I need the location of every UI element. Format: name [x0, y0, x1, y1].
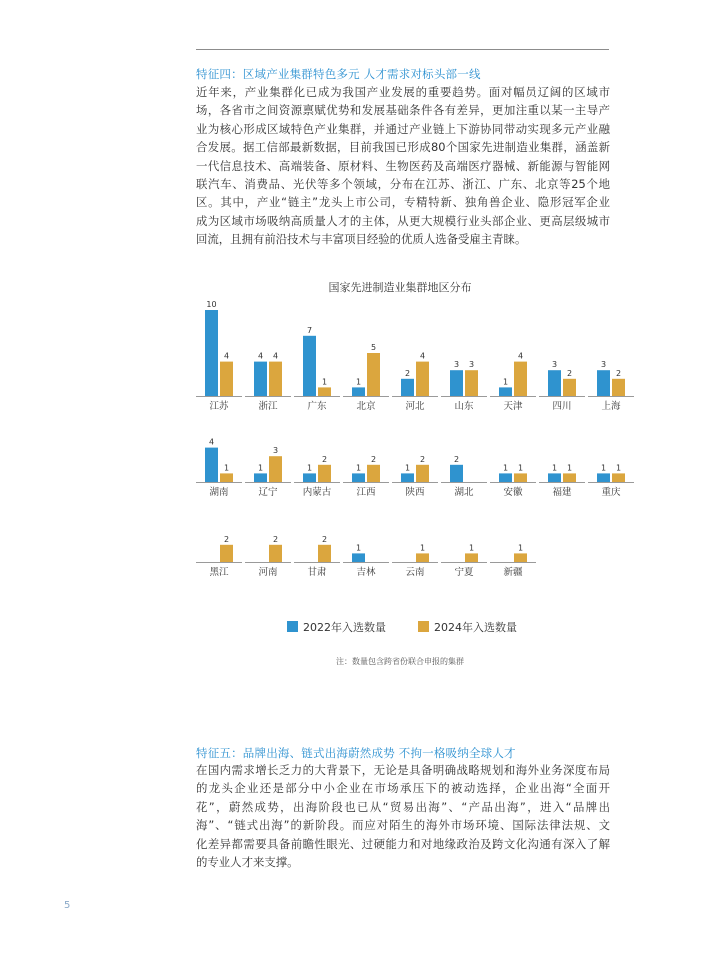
- bar-2022: [499, 387, 512, 396]
- bar-2024: [416, 465, 429, 482]
- legend-item-2024: [418, 619, 517, 635]
- category-label: 河北: [405, 401, 425, 412]
- data-label: 2: [419, 454, 426, 464]
- bar-2024: [563, 473, 576, 482]
- data-label: 3: [551, 360, 558, 370]
- category-label: 江西: [356, 487, 376, 498]
- bar-2022: [597, 473, 610, 482]
- data-label: 1: [404, 463, 411, 473]
- data-label: 2: [272, 534, 279, 544]
- data-label: 3: [468, 360, 475, 370]
- data-label: 1: [257, 463, 264, 473]
- category-label: 江苏: [209, 401, 229, 412]
- bar-2024: [367, 353, 380, 396]
- data-label: 10: [206, 300, 217, 309]
- bar-2024: [416, 553, 429, 562]
- category-label: 湖北: [454, 487, 474, 498]
- category-label: 新疆: [503, 567, 523, 578]
- data-label: 1: [600, 463, 607, 473]
- data-label: 1: [517, 463, 524, 473]
- category-label: 宁夏: [454, 567, 474, 578]
- bar-2024: [416, 362, 429, 396]
- legend-label-2024: 2024年入选数量: [434, 621, 517, 634]
- bar-2024: [367, 465, 380, 482]
- bar-2024: [220, 362, 233, 396]
- legend-label-2022: 2022年入选数量: [303, 621, 386, 634]
- category-label: 陕西: [405, 487, 425, 498]
- category-label: 安徽: [503, 487, 523, 498]
- bar-2024: [514, 362, 527, 396]
- data-label: 2: [615, 368, 622, 378]
- data-label: 2: [453, 454, 460, 464]
- category-label: 重庆: [601, 487, 621, 498]
- category-label: 山东: [454, 401, 474, 412]
- data-label: 1: [321, 377, 328, 387]
- body-line: 成为区域市场吸纳高质量人才的主体，从更大规模行业头部企业、更高层级城市: [196, 213, 610, 228]
- category-label: 广东: [307, 401, 327, 412]
- category-label: 湖南: [209, 487, 229, 498]
- section-5-body: [196, 761, 610, 871]
- bar-2022: [450, 370, 463, 396]
- bar-2024: [220, 473, 233, 482]
- category-label: 浙江: [258, 401, 278, 412]
- bar-2022: [499, 473, 512, 482]
- data-label: 4: [517, 351, 524, 361]
- body-line: 业为核心形成区域特色产业集群，并通过产业链上下游协同带动实现多元产业融: [196, 121, 610, 136]
- data-label: 4: [272, 351, 279, 361]
- data-label: 3: [453, 360, 460, 370]
- page-number: 5: [64, 900, 71, 911]
- body-line: 在国内需求增长乏力的大背景下，无论是具备明确战略规划和海外业务深度布局: [196, 763, 610, 777]
- category-label: 辽宁: [258, 487, 278, 498]
- category-label: 甘肃: [307, 567, 327, 578]
- data-label: 4: [208, 437, 215, 447]
- bar-2022: [352, 473, 365, 482]
- bar-2024: [612, 473, 625, 482]
- bar-2024: [269, 545, 282, 562]
- data-label: 4: [223, 351, 230, 361]
- data-label: 1: [615, 463, 622, 473]
- bar-2022: [401, 379, 414, 396]
- legend-item-2022: [287, 619, 386, 635]
- body-line: 的龙头企业还是部分中小企业在市场承压下的被动选择，企业出海“全面开: [196, 781, 610, 796]
- data-label: 1: [551, 463, 558, 473]
- bar-2022: [597, 370, 610, 396]
- bar-2024: [465, 553, 478, 562]
- body-line: 的专业人才来支撑。: [196, 854, 299, 869]
- category-label: 吉林: [356, 567, 376, 578]
- bar-2024: [514, 553, 527, 562]
- data-label: 1: [419, 543, 426, 553]
- category-label: 四川: [552, 401, 572, 412]
- bar-2022: [352, 553, 365, 562]
- body-line: 回流，且拥有前沿技术与丰富项目经验的优质人选备受雇主青睐。: [196, 232, 527, 247]
- bar-2024: [563, 379, 576, 396]
- legend-swatch-2022: [287, 621, 298, 632]
- body-line: 近年来，产业集群化已成为我国产业发展的重要趋势。面对幅员辽阔的区域市: [196, 85, 610, 99]
- bar-2024: [318, 465, 331, 482]
- bar-2024: [318, 545, 331, 562]
- bar-2022: [254, 473, 267, 482]
- bar-2024: [220, 545, 233, 562]
- body-line: 场，各省市之间资源禀赋优势和发展基础条件各有差异，更加注重以某一主导产: [196, 103, 610, 118]
- bar-2022: [254, 362, 267, 396]
- category-label: 福建: [552, 487, 572, 498]
- body-line: 一代信息技术、高端装备、原材料、生物医药及高端医疗器械、新能源与智能网: [196, 158, 610, 173]
- data-label: 1: [468, 543, 475, 553]
- data-label: 3: [272, 446, 279, 456]
- data-label: 1: [355, 377, 362, 387]
- data-label: 1: [517, 543, 524, 553]
- category-label: 天津: [503, 401, 523, 412]
- data-label: 1: [306, 463, 313, 473]
- body-line: 化差异都需要具备前瞻性眼光、过硬能力和对地缘政治及跨文化沟通有深入了解: [196, 836, 610, 851]
- data-label: 2: [223, 534, 230, 544]
- data-label: 2: [321, 454, 328, 464]
- data-label: 1: [223, 463, 230, 473]
- bar-2022: [450, 465, 463, 482]
- body-line: 联汽车、消费品、光伏等多个领域，分布在江苏、浙江、广东、北京等25个地: [196, 176, 610, 191]
- data-label: 7: [306, 325, 313, 335]
- bar-2024: [514, 473, 527, 482]
- category-label: 河南: [258, 567, 278, 578]
- data-label: 3: [600, 360, 607, 370]
- section-4-heading: 特征四：区域产业集群特色多元 人才需求对标头部一线: [196, 67, 481, 81]
- bar-2022: [548, 370, 561, 396]
- data-label: 4: [419, 351, 426, 361]
- body-line: 花”，蔚然成势，出海阶段也已从“贸易出海”、“产品出海”，进入“品牌出: [196, 799, 610, 814]
- data-label: 2: [404, 368, 411, 378]
- bar-2022: [352, 387, 365, 396]
- body-line: 海”、“链式出海”的新阶段。而应对陌生的海外市场环境、国际法律法规、文: [196, 818, 610, 833]
- section-5-heading: 特征五：品牌出海、链式出海蔚然成势 不拘一格吸纳全球人才: [196, 746, 516, 760]
- data-label: 4: [257, 351, 264, 361]
- data-label: 1: [566, 463, 573, 473]
- bar-2024: [612, 379, 625, 396]
- bar-2022: [205, 310, 218, 396]
- bar-2024: [269, 362, 282, 396]
- bar-2024: [465, 370, 478, 396]
- category-label: 云南: [405, 567, 425, 578]
- legend-swatch-2024: [418, 621, 429, 632]
- bar-2024: [318, 387, 331, 396]
- data-label: 2: [321, 534, 328, 544]
- data-label: 1: [355, 543, 362, 553]
- bar-2022: [548, 473, 561, 482]
- category-label: 内蒙古: [302, 487, 332, 498]
- data-label: 1: [502, 377, 509, 387]
- category-label: 上海: [601, 401, 621, 412]
- data-label: 5: [370, 343, 377, 352]
- data-label: 2: [370, 454, 377, 464]
- data-label: 1: [355, 463, 362, 473]
- body-line: 区。其中，产业“链主”龙头上市公司，专精特新、独角兽企业、隐形冠军企业: [196, 195, 610, 210]
- bar-2022: [205, 448, 218, 482]
- chart-note: 注：数量包含跨省份联合申报的集群: [336, 657, 464, 666]
- chart-title: 国家先进制造业集群地区分布: [328, 281, 472, 294]
- body-line: 合发展。据工信部最新数据，目前我国已形成80个国家先进制造业集群，涵盖新: [196, 140, 610, 155]
- category-label: 黑江: [209, 567, 229, 578]
- bar-2022: [401, 473, 414, 482]
- bar-2022: [303, 473, 316, 482]
- bar-2024: [269, 456, 282, 482]
- category-label: 北京: [356, 401, 376, 412]
- bar-2022: [303, 336, 316, 396]
- data-label: 2: [566, 368, 573, 378]
- data-label: 1: [502, 463, 509, 473]
